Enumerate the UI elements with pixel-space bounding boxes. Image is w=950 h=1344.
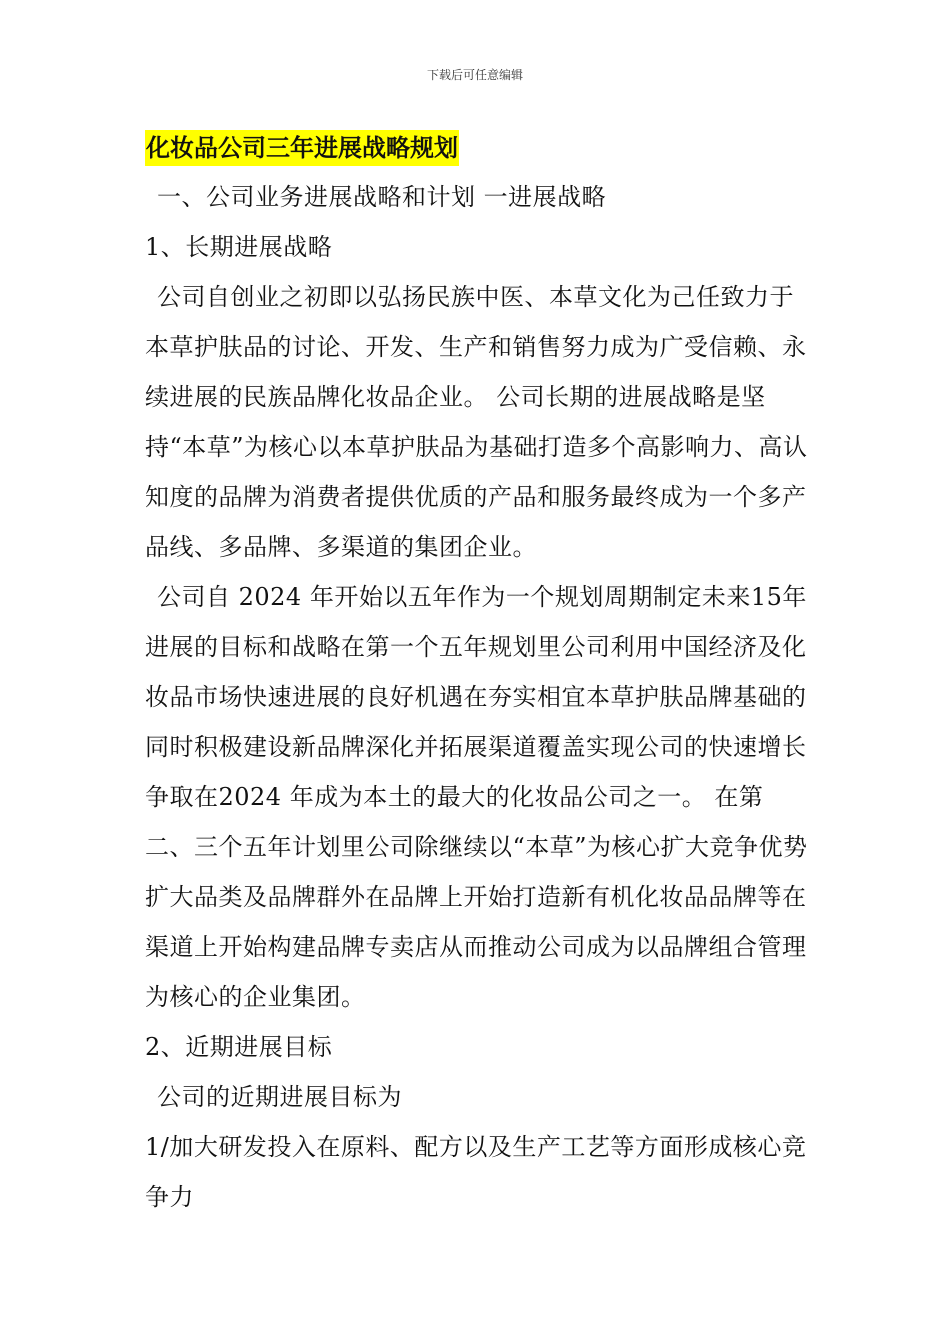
paragraph: 公司自创业之初即以弘扬民族中医、本草文化为己任致力于本草护肤品的讨论、开发、生产和销售努力成为广受信赖、永续进展的民族品牌化妆品企业。 公司长期的进展战略是坚持“本草”为核心以本草护肤品为基础打造多个高影响力、高认知度的品牌为消费者提供优质的产品和服务最终成为一个多产品线、多品牌、多渠道的集团企业。: [145, 283, 808, 561]
paragraph: 公司自 2024 年开始以五年作为一个规划周期制定未来15年进展的目标和战略在第一个五年规划里公司利用中国经济及化妆品市场快速进展的良好机遇在夯实相宜本草护肤品牌基础的同时积极建设新品牌深化并拓展渠道覆盖实现公司的快速增长争取在2024 年成为本土的最大的化妆品公司之一。 在第二、三个五年计划里公司除继续以“本草”为核心扩大竞争优势扩大品类及品牌群外在品牌上开始打造新有机化妆品品牌等在渠道上开始构建品牌专卖店从而推动公司成为以品牌组合管理为核心的企业集团。: [145, 583, 808, 1011]
section-heading: 一、公司业务进展战略和计划 一进展战略: [157, 183, 607, 211]
paragraph: 1/加大研发投入在原料、配方以及生产工艺等方面形成核心竞争力: [145, 1133, 807, 1211]
document-title: 化妆品公司三年进展战略规划: [145, 130, 459, 166]
subsection-heading: 1、长期进展战略: [145, 233, 333, 261]
paragraph: 公司的近期进展目标为: [157, 1083, 402, 1111]
document-body: [145, 130, 810, 1222]
subsection-heading: 2、近期进展目标: [145, 1033, 333, 1061]
page-header-note: 下载后可任意编辑: [426, 68, 523, 82]
